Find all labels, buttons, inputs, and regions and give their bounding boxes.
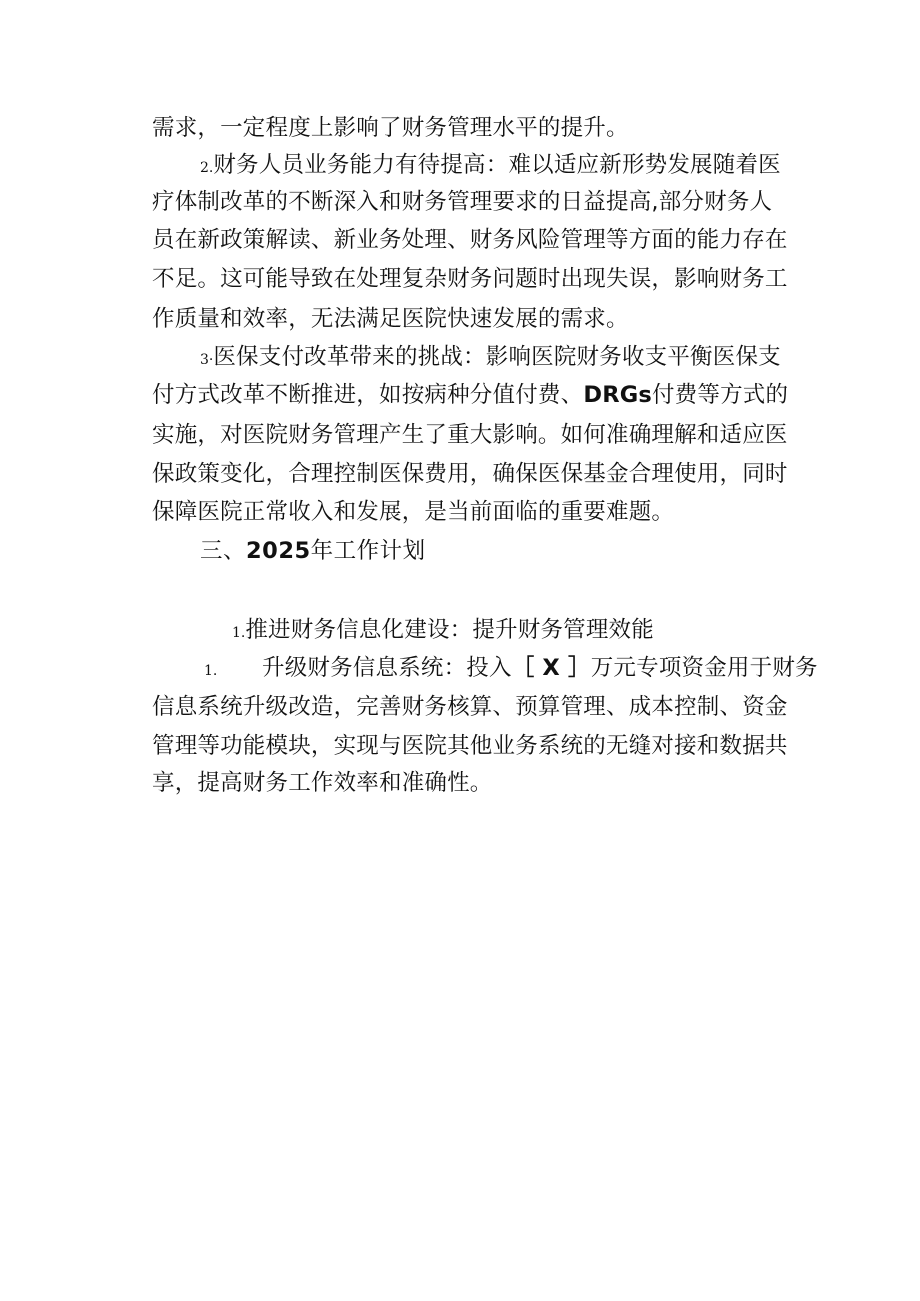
paragraph-line bbox=[152, 420, 788, 450]
text: 保障医院正常收入和发展，是当前面临的重要难题。 bbox=[152, 499, 675, 525]
paragraph-line bbox=[200, 342, 781, 375]
paragraph-line bbox=[200, 150, 781, 183]
text: 医保支付改革带来的挑战：影响医院财务收支平衡医保支 bbox=[213, 344, 781, 370]
section-title: 年工作计划 bbox=[310, 538, 426, 564]
text: 作质量和效率，无法满足医院快速发展的需求。 bbox=[152, 306, 629, 332]
paragraph-line bbox=[152, 187, 772, 217]
text: 管理等功能模块，实现与医院其他业务系统的无缝对接和数据共 bbox=[152, 733, 788, 759]
text: 付费等方式的 bbox=[651, 382, 789, 408]
item-number: 3· bbox=[200, 352, 214, 368]
paragraph-line bbox=[152, 692, 788, 722]
subsection-heading bbox=[232, 615, 654, 648]
item-number: 2. bbox=[200, 160, 214, 176]
text: 享，提高财务工作效率和准确性。 bbox=[152, 770, 493, 796]
paragraph-line bbox=[152, 459, 788, 489]
subsection-text: 推进财务信息化建设：提升财务管理效能 bbox=[245, 617, 654, 643]
item-number: 1. bbox=[204, 663, 218, 679]
text: 万元专项资金用于财务 bbox=[590, 655, 818, 681]
paragraph-line bbox=[152, 497, 674, 527]
text: 需求，一定程度上影响了财务管理水平的提升。 bbox=[152, 115, 629, 141]
text: 升级财务信息系统：投入 bbox=[262, 655, 512, 681]
paragraph-line bbox=[152, 731, 788, 761]
text: 员在新政策解读、新业务处理、财务风险管理等方面的能力存在 bbox=[152, 227, 788, 253]
text: 财务人员业务能力有待提高：难以适应新形势发展随着医 bbox=[213, 152, 781, 178]
paragraph-line bbox=[152, 225, 788, 255]
paragraph-line bbox=[204, 653, 818, 686]
paragraph-line bbox=[152, 380, 788, 410]
paragraph-line bbox=[152, 264, 788, 294]
drgs-term: DRGs bbox=[583, 382, 652, 408]
subsection-number: 1. bbox=[232, 625, 246, 641]
paragraph-line bbox=[152, 768, 493, 798]
section-prefix: 三、 bbox=[200, 538, 247, 564]
text: 保政策变化，合理控制医保费用，确保医保基金合理使用，同时 bbox=[152, 461, 788, 487]
text: 付方式改革不断推进，如按病种分值付费、 bbox=[152, 382, 584, 408]
text: 不足。这可能导致在处理复杂财务问题时出现失误，影响财务工 bbox=[152, 266, 788, 292]
text: 信息系统升级改造，完善财务核算、预算管理、成本控制、资金 bbox=[152, 694, 788, 720]
section-year: 2025 bbox=[246, 538, 311, 564]
placeholder-amount: ［ X ］ bbox=[511, 655, 591, 681]
text: 疗体制改革的不断深入和财务管理要求的日益提高,部分财务人 bbox=[152, 189, 773, 215]
paragraph-line bbox=[152, 304, 629, 334]
text: 实施，对医院财务管理产生了重大影响。如何准确理解和适应医 bbox=[152, 422, 788, 448]
paragraph-line bbox=[152, 113, 629, 143]
section-heading bbox=[200, 536, 426, 566]
